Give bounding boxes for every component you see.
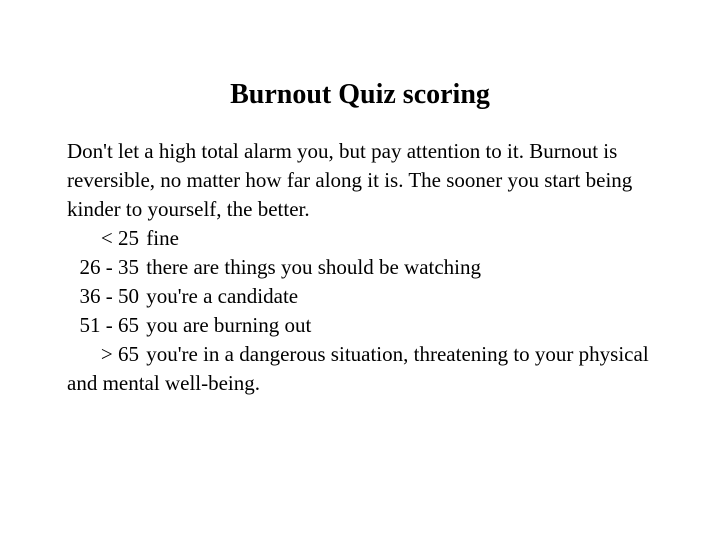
score-meaning: fine — [146, 226, 179, 250]
score-meaning: you're a candidate — [146, 284, 299, 308]
score-meaning: you're in a dangerous situation, threatening to your physical and mental well-being. — [67, 342, 649, 395]
score-range: 26 - 35 — [79, 255, 139, 279]
score-range: 36 - 50 — [79, 284, 139, 308]
score-meaning: you are burning out — [146, 313, 312, 337]
score-range: 51 - 65 — [79, 313, 139, 337]
score-row — [67, 340, 667, 398]
score-range: < 25 — [100, 226, 139, 250]
intro-paragraph: Don't let a high total alarm you, but pay attention to it. Burnout is reversible, no matter how far along it is. The sooner you start being kinder to yourself, the better. — [67, 139, 633, 221]
slide-title: Burnout Quiz scoring — [230, 79, 490, 110]
score-row — [67, 311, 667, 340]
score-meaning: there are things you should be watching — [146, 255, 481, 279]
score-range: > 65 — [100, 342, 139, 366]
score-row — [67, 253, 667, 282]
score-row — [67, 224, 667, 253]
score-row — [67, 282, 667, 311]
slide-body — [67, 137, 667, 398]
